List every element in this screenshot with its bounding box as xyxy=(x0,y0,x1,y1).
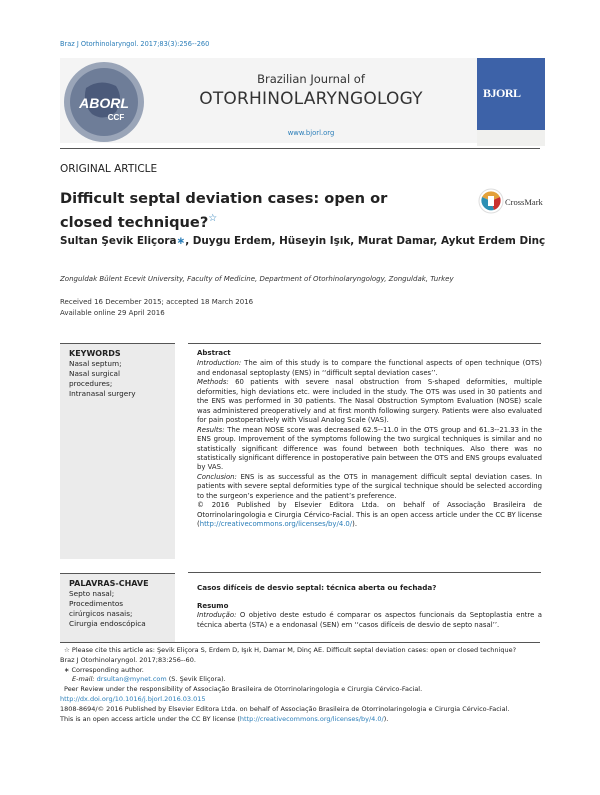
citation-footnote-cont: Braz J Otorhinolaryngol. 2017;83:256--60. xyxy=(60,655,196,664)
palavra-item: Septo nasal; xyxy=(69,589,115,598)
article-type: ORIGINAL ARTICLE xyxy=(60,163,158,175)
resumo-heading: Resumo xyxy=(197,601,229,610)
peer-review-note: Peer Review under the responsibility of Associação Brasileira de Otorrinolaringologia e Cirurgia Cérvico-Facial. xyxy=(64,685,423,694)
abstract xyxy=(197,349,542,530)
affiliation: Zonguldak Bülent Ecevit University, Faculty of Medicine, Department of Otorhinolaryngology, Zonguldak, Turkey xyxy=(60,275,454,283)
journal-name-line2: OTORHINOLARYNGOLOGY xyxy=(199,89,423,109)
abstract-methods: Methods: 60 patients with severe nasal obstruction from S-shaped deformities, multiple deformities, high deviations etc. were included in the study. The OTS was used in 30 patients and the ENS was performed in 30 patients. The Nasal Obstruction Symptom Evaluation (NOSE) scale was administered preoperatively and at first month following surgery. Patients were also evaluated for pain postoperatively with Visual Analog Scale (VAS). xyxy=(197,378,542,425)
aborl-logo xyxy=(60,58,148,146)
title-footnote-mark[interactable]: ☆ xyxy=(208,213,218,224)
header-divider xyxy=(60,148,540,149)
keyword-item: Intranasal surgery xyxy=(69,389,136,398)
corresponding-author-mark[interactable]: ∗ xyxy=(176,235,186,247)
abstract-introduction: Introduction: The aim of this study is to compare the functional aspects of open technique (OTS) and endonasal septoplasty (ENS) in ‘‘difficult septal deviation cases’’. xyxy=(197,359,542,377)
journal-name-line1: Brazilian Journal of xyxy=(257,72,365,86)
journal-cover-thumbnail xyxy=(477,58,545,146)
journal-citation: Braz J Otorhinolaryngol. 2017;83(3):256--260 xyxy=(60,40,210,48)
abstract-heading: Abstract xyxy=(197,349,231,357)
footer-license-link[interactable]: http://creativecommons.org/licenses/by/4.0/ xyxy=(239,714,384,723)
footnotes xyxy=(60,646,545,724)
keywords-box xyxy=(60,343,175,559)
journal-url-link[interactable]: www.bjorl.org xyxy=(287,129,335,137)
keyword-item: Nasal septum; xyxy=(69,359,122,368)
aborl-logo-text: ABORL xyxy=(79,95,129,111)
corresponding-footnote: ∗ Corresponding author. xyxy=(64,665,144,674)
citation-footnote: ☆ Please cite this article as: Şevik Eliçora S, Erdem D, Işık H, Damar M, Dinç AE. Difficult septal deviation cases: open or closed technique? xyxy=(64,646,517,654)
issn-line: 1808-8694/© 2016 Published by Elsevier Editora Ltda. on behalf of Associação Brasileira de Otorrinolaringologia e Cirurgia Cérvico-Facial. xyxy=(60,704,510,713)
crossmark-badge[interactable] xyxy=(477,187,552,217)
palavras-chave-box xyxy=(60,573,175,642)
abstract-conclusion: Conclusion: ENS is as successful as the OTS in management difficult septal deviation cases. In patients with severe septal deformities type of the surgical technique should be selected according to the surgeon’s experience and the patient’s preference. xyxy=(197,472,542,500)
email-footnote: E-mail: drsultan@mynet.com (S. Şevik Eliçora). xyxy=(72,675,226,684)
cover-title: BJORL xyxy=(483,86,521,100)
received-date: Received 16 December 2015; accepted 18 March 2016 xyxy=(60,298,254,306)
palavras-chave-title: PALAVRAS-CHAVE xyxy=(69,579,149,588)
abstract-divider xyxy=(188,343,541,344)
email-link[interactable]: drsultan@mynet.com xyxy=(96,675,167,684)
resumo-title: Casos difíceis de desvio septal: técnica aberta ou fechada? xyxy=(197,583,437,592)
palavra-item: Cirurgia endoscópica xyxy=(69,619,146,628)
article-dates xyxy=(60,297,253,319)
resumo xyxy=(197,583,542,630)
article-title xyxy=(60,189,400,233)
keywords-title: KEYWORDS xyxy=(69,349,121,358)
article-title-text: Difficult septal deviation cases: open or closed technique? xyxy=(60,190,388,231)
resumo-divider xyxy=(188,572,541,573)
license-link[interactable]: http://creativecommons.org/licenses/by/4.0/ xyxy=(199,520,353,529)
abstract-results: Results: The mean NOSE score was decreased 62.5--11.0 in the OTS group and 61.3--21.33 in the ENS group. Improvement of the symptoms following the two surgical techniques is similar and no statistically significant difference was found between both techniques. Also there was no statistically significant difference in postoperative pain between the OTS and ENS groups evaluated by VAS. xyxy=(197,425,542,472)
author-first: Sultan Şevik Eliçora xyxy=(60,235,177,247)
abstract-copyright: © 2016 Published by Elsevier Editora Ltda. on behalf of Associação Brasileira de Otorrinolaringologia e Cirurgia Cérvico-Facial. This is an open access article under the CC BY license (http://creativecommons.org/licenses/by/4.0/). xyxy=(197,501,542,529)
author-list xyxy=(60,235,545,247)
aborl-logo-sub: CCF xyxy=(107,113,125,122)
author-others: , Duygu Erdem, Hüseyin Işık, Murat Damar, Aykut Erdem Dinç xyxy=(185,235,546,247)
resumo-introducao: Introdução: O objetivo deste estudo é comparar os aspectos funcionais da Septoplastia entre a técnica aberta (STA) e a endonasal (SEN) em ‘‘casos difíceis de desvio de septo nasal’’. xyxy=(197,611,542,629)
palavra-item: cirúrgicos nasais; xyxy=(69,609,133,618)
palavra-item: Procedimentos xyxy=(69,599,124,608)
license-line: This is an open access article under the CC BY license (http://creativecommons.org/licenses/by/4.0/). xyxy=(60,714,389,723)
crossmark-label: CrossMark xyxy=(505,197,543,207)
footnote-divider xyxy=(60,642,540,643)
available-date: Available online 29 April 2016 xyxy=(60,309,165,317)
doi-link[interactable]: http://dx.doi.org/10.1016/j.bjorl.2016.03.015 xyxy=(60,694,206,703)
keyword-item: Nasal surgical xyxy=(69,369,121,378)
keyword-item: procedures; xyxy=(69,379,113,388)
